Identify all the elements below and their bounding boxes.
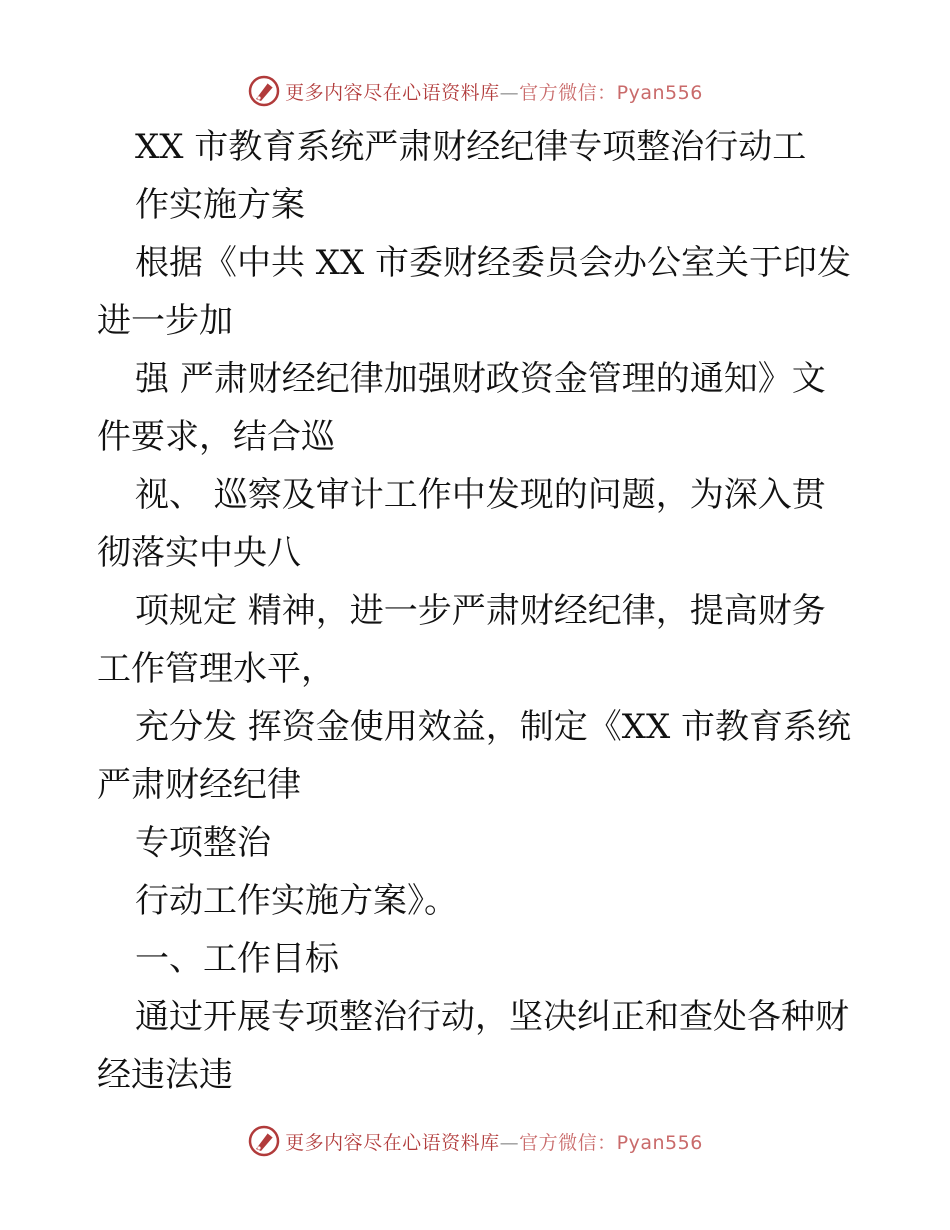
paragraph-line: 项规定 精神，进一步严肃财经纪律，提高财务 xyxy=(135,591,826,631)
paragraph-line: 根据《中共 XX 市委财经委员会办公室关于印发 xyxy=(135,243,852,283)
paragraph-line: 进一步加 xyxy=(97,301,233,341)
document-title-line-2: 作实施方案 xyxy=(135,185,305,225)
paragraph-line: 彻落实中央八 xyxy=(97,533,301,573)
paragraph-line: 强 严肃财经纪律加强财政资金管理的通知》文 xyxy=(135,359,826,399)
document-body xyxy=(97,118,857,1104)
pen-nib-circle-icon xyxy=(247,1124,281,1158)
paragraph-line: 视、 巡察及审计工作中发现的问题，为深入贯 xyxy=(135,475,826,515)
pen-nib-circle-icon xyxy=(247,74,281,108)
paragraph-line: 充分发 挥资金使用效益，制定《XX 市教育系统 xyxy=(135,707,852,747)
document-title-line-1: XX 市教育系统严肃财经纪律专项整治行动工 xyxy=(135,127,807,167)
watermark-wechat-text: 官方微信：Pyan556 xyxy=(519,81,703,104)
paragraph-line: 工作管理水平， xyxy=(97,649,335,689)
paragraph-line: 专项整治 xyxy=(135,823,271,863)
section-heading: 一、工作目标 xyxy=(135,939,339,979)
paragraph-line: 通过开展专项整治行动，坚决纠正和查处各种财 xyxy=(135,997,849,1037)
paragraph-line: 行动工作实施方案》。 xyxy=(135,881,458,921)
watermark-separator: — xyxy=(499,1131,520,1154)
watermark-banner-top xyxy=(0,71,950,111)
watermark-wechat-text: 官方微信：Pyan556 xyxy=(519,1131,703,1154)
watermark-banner-bottom xyxy=(0,1121,950,1161)
watermark-separator: — xyxy=(499,81,520,104)
watermark-text xyxy=(285,1128,703,1155)
watermark-site-text: 更多内容尽在心语资料库 xyxy=(285,81,500,104)
watermark-site-text: 更多内容尽在心语资料库 xyxy=(285,1131,500,1154)
paragraph-line: 经违法违 xyxy=(97,1055,233,1095)
paragraph-line: 严肃财经纪律 xyxy=(97,765,301,805)
paragraph-line: 件要求，结合巡 xyxy=(97,417,335,457)
watermark-text xyxy=(285,78,703,105)
